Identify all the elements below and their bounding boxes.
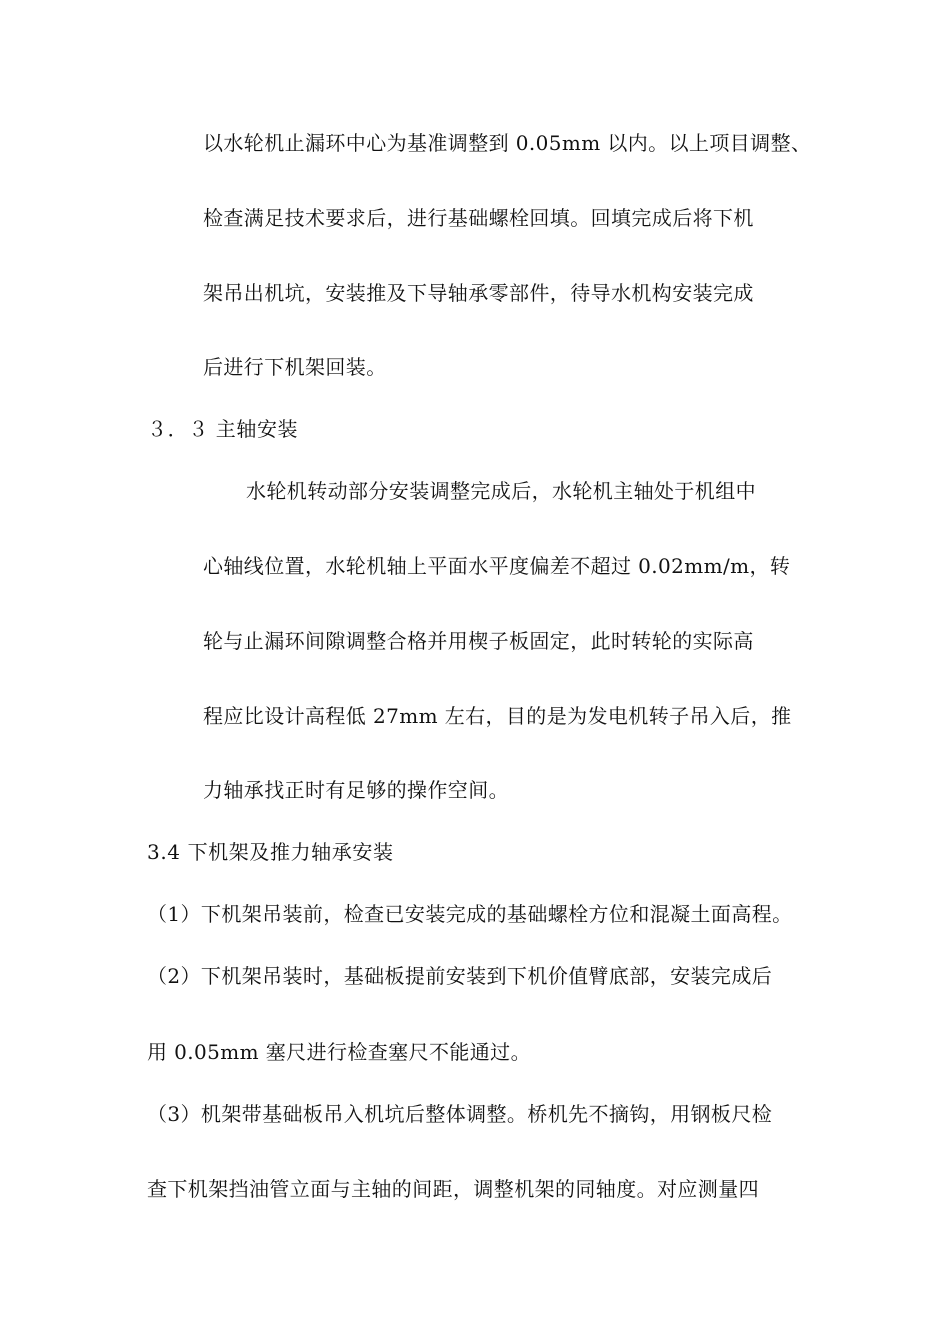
paragraph-line: （3）机架带基础板吊入机坑后整体调整。桥机先不摘钩，用钢板尺检 [147,1102,773,1126]
paragraph-line: 心轴线位置，水轮机轴上平面水平度偏差不超过 0.02mm/m，转 [203,554,791,578]
paragraph-line: 后进行下机架回装。 [203,355,387,379]
paragraph-line: 力轴承找正时有足够的操作空间。 [203,778,509,802]
paragraph-line: 查下机架挡油管立面与主轴的间距，调整机架的同轴度。对应测量四 [147,1177,759,1201]
paragraph-line: 以水轮机止漏环中心为基准调整到 0.05mm 以内。以上项目调整、 [203,131,812,155]
paragraph-line: 轮与止漏环间隙调整合格并用楔子板固定，此时转轮的实际高 [203,629,754,653]
paragraph-line: （1）下机架吊装前，检查已安装完成的基础螺栓方位和混凝土面高程。 [147,902,793,926]
paragraph-line: （2）下机架吊装时，基础板提前安装到下机价值臂底部，安装完成后 [147,964,773,988]
section-heading: ３．３ 主轴安装 [147,417,299,441]
paragraph-line: 检查满足技术要求后，进行基础螺栓回填。回填完成后将下机 [203,206,754,230]
paragraph-line: 用 0.05mm 塞尺进行检查塞尺不能通过。 [147,1040,531,1064]
section-heading: 3.4 下机架及推力轴承安装 [147,840,394,864]
paragraph-line: 架吊出机坑，安装推及下导轴承零部件，待导水机构安装完成 [203,281,754,305]
paragraph-line: 水轮机转动部分安装调整完成后，水轮机主轴处于机组中 [246,479,756,503]
paragraph-line: 程应比设计高程低 27mm 左右，目的是为发电机转子吊入后，推 [203,704,792,728]
